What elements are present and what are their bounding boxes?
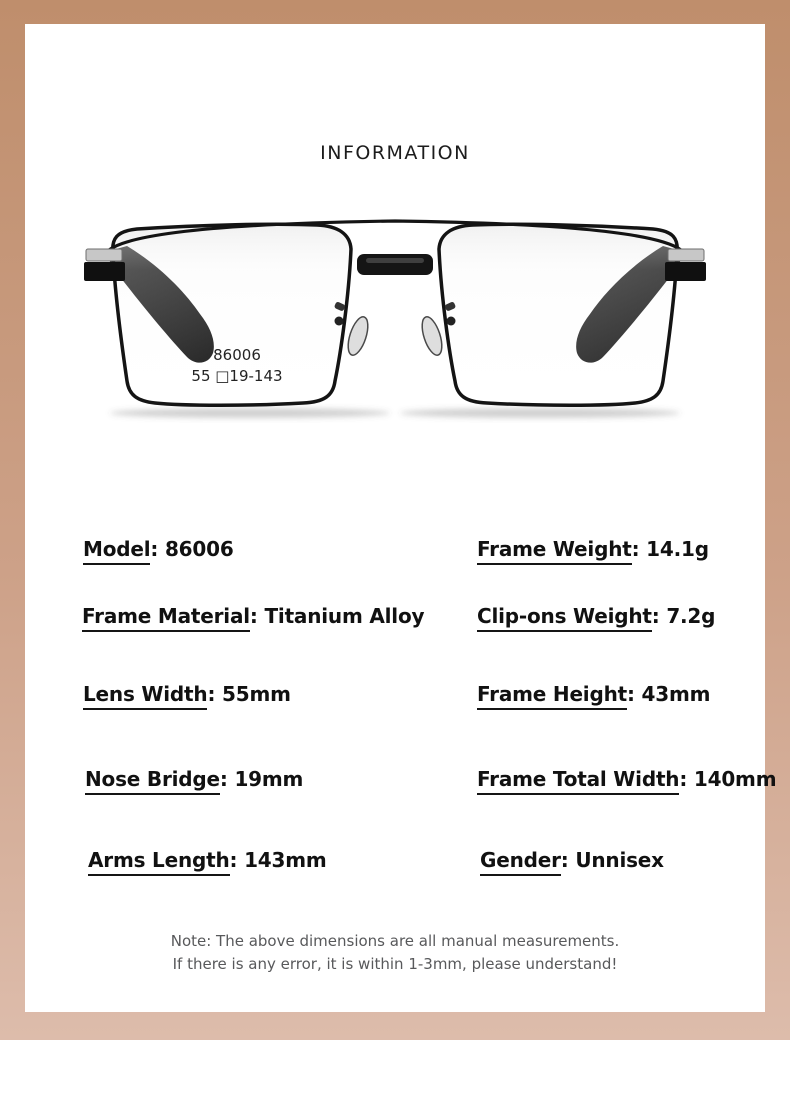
spec-frame-height [477, 682, 710, 706]
right-lens [439, 224, 677, 405]
eyeglasses-drawing [65, 200, 725, 430]
spec-separator: : [207, 682, 223, 706]
spec-separator: : [651, 604, 667, 628]
right-hinge [665, 249, 706, 281]
spec-value: 43mm [641, 682, 711, 706]
spec-label: Gender [480, 848, 561, 876]
spec-value: 7.2g [666, 604, 716, 628]
spec-label: Frame Material [82, 604, 250, 632]
nose-pads [334, 301, 456, 357]
spec-value: 55mm [222, 682, 291, 706]
spec-value: 14.1g [646, 537, 709, 561]
spec-separator: : [249, 604, 265, 628]
spec-separator: : [229, 848, 245, 872]
spec-separator: : [219, 767, 235, 791]
measurement-note [25, 930, 765, 976]
spec-label: Clip-ons Weight [477, 604, 652, 632]
spec-separator: : [679, 767, 694, 791]
eyeglasses-image [65, 200, 725, 430]
left-hinge [84, 249, 125, 281]
nose-bridge-bar [357, 254, 433, 275]
spec-value: Unnisex [575, 848, 664, 872]
spec-value: 140mm [693, 767, 777, 791]
spec-clipons-weight [477, 604, 715, 628]
spec-frame-total-width [477, 767, 776, 791]
spec-value: Titanium Alloy [264, 604, 425, 628]
glasses-shadow [110, 408, 680, 418]
lens-print-model: 86006 [213, 346, 261, 364]
spec-separator: : [150, 537, 165, 561]
spec-separator: : [626, 682, 642, 706]
info-card [25, 24, 777, 1012]
spec-value: 19mm [234, 767, 304, 791]
spec-frame-material [82, 604, 424, 628]
spec-model [83, 537, 234, 561]
lens-print-size: 55 □19-143 [191, 367, 283, 385]
note-line-1: Note: The above dimensions are all manual measurements. [170, 932, 620, 950]
spec-arms-length [88, 848, 327, 872]
spec-nose-bridge [85, 767, 303, 791]
spec-value: 143mm [244, 848, 327, 872]
note-line-2: If there is any error, it is within 1-3mm, please understand! [172, 955, 618, 973]
spec-lens-width [83, 682, 291, 706]
section-title: INFORMATION [320, 142, 470, 164]
spec-label: Frame Total Width [477, 767, 679, 795]
spec-label: Model [83, 537, 150, 565]
spec-gender [480, 848, 664, 872]
spec-label: Frame Height [477, 682, 627, 710]
spec-separator: : [631, 537, 647, 561]
spec-separator: : [560, 848, 576, 872]
spec-label: Arms Length [88, 848, 230, 876]
spec-label: Nose Bridge [85, 767, 220, 795]
spec-value: 86006 [164, 537, 234, 561]
spec-frame-weight [477, 537, 709, 561]
spec-label: Lens Width [83, 682, 207, 710]
spec-label: Frame Weight [477, 537, 632, 565]
